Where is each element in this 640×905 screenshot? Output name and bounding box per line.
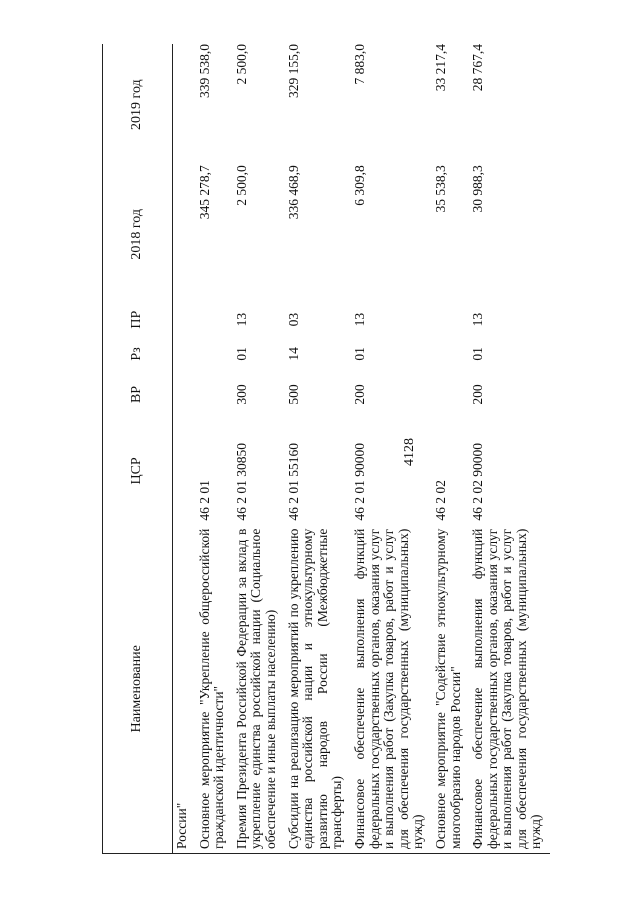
row-rz: 01	[233, 347, 249, 361]
row-vr	[196, 372, 233, 417]
row-rz: 01	[351, 347, 367, 361]
row-pr	[196, 303, 233, 336]
row-2019: 28 767,4	[470, 44, 486, 92]
row-pr: 13	[470, 312, 486, 327]
table-row	[285, 44, 351, 854]
row-rz: 01	[470, 347, 486, 361]
row-2018: 30 988,3	[470, 165, 486, 213]
rotated-table-container	[102, 44, 582, 854]
row-rz	[196, 336, 233, 372]
row-vr	[432, 372, 469, 417]
row-vr: 200	[351, 384, 367, 405]
row-2018	[173, 165, 196, 303]
row-rz	[173, 336, 196, 372]
row-2018: 2 500,0	[233, 165, 249, 206]
table-row	[351, 44, 432, 854]
row-csr: 46 2 02	[432, 480, 448, 521]
header-csr: ЦСР	[103, 417, 173, 525]
row-rz: 14	[285, 347, 301, 361]
row-vr	[173, 372, 196, 417]
row-pr	[173, 303, 196, 336]
row-name: России"	[173, 525, 196, 854]
budget-table	[102, 44, 550, 854]
row-csr: 46 2 01 30850	[233, 443, 249, 521]
row-csr: 46 2 01 90000	[351, 443, 367, 521]
row-vr: 500	[285, 384, 301, 405]
row-name: Основное мероприятие "Содействие этнокультурному многообразию народов России"	[432, 525, 469, 854]
table-row	[196, 44, 233, 854]
row-vr: 300	[233, 384, 249, 405]
header-vr: ВР	[103, 372, 173, 417]
row-pr: 13	[351, 312, 367, 327]
row-2018: 6 309,8	[351, 165, 367, 206]
row-2019: 33 217,4	[432, 44, 448, 92]
row-name: Субсидии на реализацию мероприятий по укреплению единства российской нации и этнокультурному развитию народов России (Межбюджетные трансферты)	[285, 525, 351, 854]
table-row	[233, 44, 285, 854]
row-2019: 2 500,0	[233, 44, 249, 85]
header-name: Наименование	[103, 525, 173, 854]
header-2019: 2019 год	[103, 44, 173, 165]
table-header-row	[103, 44, 173, 854]
header-2018: 2018 год	[103, 165, 173, 303]
row-2018: 336 468,9	[285, 165, 301, 220]
header-pr: ПР	[103, 303, 173, 336]
row-vr: 200	[470, 384, 486, 405]
row-name: Финансовое обеспечение выполнения функций федеральных государственных органов, оказания услуг и выполнения работ (Закупка товаров, работ и услуг для обеспечения государственных (муниципальных) нужд)	[469, 525, 550, 854]
row-rz	[432, 336, 469, 372]
row-csr	[173, 417, 196, 525]
row-csr: 46 2 01	[196, 480, 212, 521]
row-name: Премия Президента Российской Федерации за вклад в укрепление единства российской нации (Социальное обеспечение и иные выплаты населению)	[233, 525, 285, 854]
row-2019	[173, 44, 196, 165]
row-2018: 345 278,7	[196, 165, 212, 220]
row-pr: 03	[285, 312, 301, 327]
page-number: 4128	[402, 438, 417, 466]
header-rz: Рз	[103, 336, 173, 372]
row-pr	[432, 303, 469, 336]
table-row	[469, 44, 550, 854]
row-2019: 7 883,0	[351, 44, 367, 85]
row-name: Финансовое обеспечение выполнения функций федеральных государственных органов, оказания услуг и выполнения работ (Закупка товаров, работ и услуг для обеспечения государственных (муниципальных) нужд)	[351, 525, 432, 854]
row-csr: 46 2 02 90000	[470, 443, 486, 521]
row-2019: 329 155,0	[285, 44, 301, 98]
row-2018: 35 538,3	[432, 165, 448, 213]
table-row	[432, 44, 469, 854]
table-row	[173, 44, 196, 854]
row-name: Основное мероприятие "Укрепление общероссийской гражданской идентичности"	[196, 525, 233, 854]
row-pr: 13	[233, 312, 249, 327]
row-2019: 339 538,0	[196, 44, 212, 98]
row-csr: 46 2 01 55160	[285, 443, 301, 521]
